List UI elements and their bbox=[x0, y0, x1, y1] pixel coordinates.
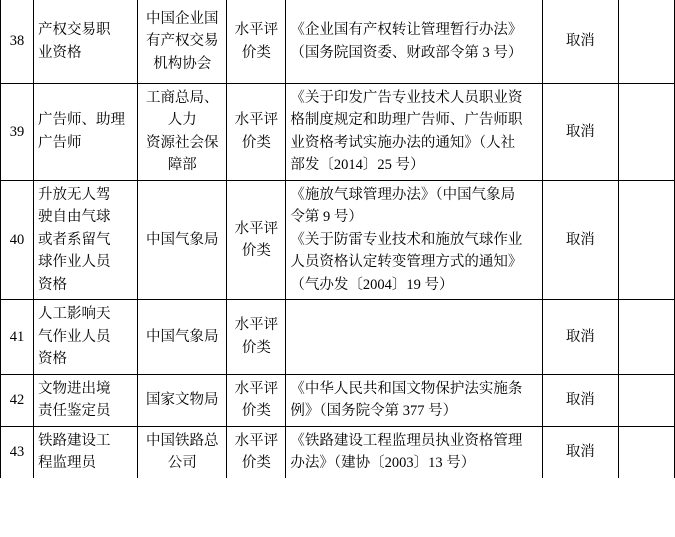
row-index: 41 bbox=[9, 328, 25, 345]
basis-line: 业资格考试实施办法的通知》（人社 bbox=[290, 134, 516, 151]
name-line: 资格 bbox=[38, 351, 68, 368]
name-line: 驶自由气球 bbox=[38, 209, 111, 226]
row-index-cell bbox=[1, 426, 34, 477]
basis-line: 《企业国有产权转让管理暂行办法》 bbox=[290, 22, 523, 39]
row-index-cell bbox=[1, 374, 34, 426]
decision-label: 取消 bbox=[565, 231, 595, 248]
org-line: 公司 bbox=[167, 455, 197, 472]
qualification-name-cell bbox=[34, 300, 138, 374]
name-line: 程监理员 bbox=[38, 455, 97, 472]
name-line: 广告师、助理 bbox=[38, 112, 126, 129]
name-line: 产权交易职 bbox=[38, 22, 111, 39]
basis-line: 格制度规定和助理广告师、广告师职 bbox=[290, 112, 523, 129]
basis-line: 办法》（建协〔2003〕13 号） bbox=[290, 455, 476, 472]
row-index-cell bbox=[1, 180, 34, 299]
implementing-department-cell bbox=[138, 180, 227, 299]
table-body bbox=[1, 0, 675, 478]
name-line: 文物进出境 bbox=[38, 380, 111, 397]
table-row bbox=[1, 180, 675, 299]
org-line: 障部 bbox=[167, 157, 197, 174]
type-line: 价类 bbox=[241, 403, 271, 420]
org-line: 资源社会保 bbox=[146, 134, 219, 151]
qualification-name-cell bbox=[34, 374, 138, 426]
table-row bbox=[1, 300, 675, 374]
qualification-name-cell bbox=[34, 0, 138, 84]
table-row bbox=[1, 84, 675, 181]
name-line: 责任鉴定员 bbox=[38, 403, 111, 420]
row-index: 42 bbox=[9, 391, 25, 408]
type-line: 价类 bbox=[241, 243, 271, 260]
basis-line: 例》（国务院令第 377 号） bbox=[290, 403, 458, 420]
type-line: 水平评 bbox=[234, 22, 279, 39]
row-index: 38 bbox=[9, 33, 25, 50]
org-line: 中国企业国 bbox=[146, 10, 219, 27]
remark-cell bbox=[618, 300, 674, 374]
row-index: 43 bbox=[9, 443, 25, 460]
type-line: 水平评 bbox=[234, 380, 279, 397]
legal-basis-cell bbox=[286, 374, 542, 426]
name-line: 广告师 bbox=[38, 134, 82, 151]
type-line: 水平评 bbox=[234, 317, 279, 334]
decision-cell bbox=[542, 300, 618, 374]
legal-basis-cell bbox=[286, 300, 542, 374]
type-line: 价类 bbox=[241, 455, 271, 472]
decision-cell bbox=[542, 374, 618, 426]
qualification-type-cell bbox=[227, 300, 286, 374]
qualification-type-cell bbox=[227, 84, 286, 181]
qualification-name-cell bbox=[34, 84, 138, 181]
row-index-cell bbox=[1, 84, 34, 181]
decision-label: 取消 bbox=[565, 391, 595, 408]
decision-label: 取消 bbox=[565, 443, 595, 460]
org-line: 中国气象局 bbox=[146, 328, 219, 345]
org-line: 有产权交易 bbox=[146, 33, 219, 50]
name-line: 业资格 bbox=[38, 44, 82, 61]
decision-label: 取消 bbox=[565, 33, 595, 50]
decision-label: 取消 bbox=[565, 328, 595, 345]
org-line: 机构协会 bbox=[153, 55, 212, 72]
name-line: 球作业人员 bbox=[38, 254, 111, 271]
remark-cell bbox=[618, 0, 674, 84]
basis-line: （气办发〔2004〕19 号） bbox=[290, 276, 454, 293]
basis-line: 《关于防雷专业技术和施放气球作业 bbox=[290, 231, 523, 248]
table-row bbox=[1, 426, 675, 477]
row-index: 40 bbox=[9, 231, 25, 248]
type-line: 水平评 bbox=[234, 220, 279, 237]
name-line: 资格 bbox=[38, 276, 68, 293]
name-line: 人工影响天 bbox=[38, 306, 111, 323]
decision-cell bbox=[542, 426, 618, 477]
qualification-name-cell bbox=[34, 426, 138, 477]
decision-cell bbox=[542, 0, 618, 84]
decision-cell bbox=[542, 84, 618, 181]
type-line: 价类 bbox=[241, 339, 271, 356]
implementing-department-cell bbox=[138, 84, 227, 181]
remark-cell bbox=[618, 84, 674, 181]
legal-basis-cell bbox=[286, 426, 542, 477]
type-line: 价类 bbox=[241, 44, 271, 61]
implementing-department-cell bbox=[138, 300, 227, 374]
remark-cell bbox=[618, 180, 674, 299]
org-line: 人力 bbox=[167, 112, 197, 129]
basis-line: 《施放气球管理办法》（中国气象局 bbox=[290, 186, 516, 203]
qualification-type-cell bbox=[227, 180, 286, 299]
type-line: 水平评 bbox=[234, 432, 279, 449]
type-line: 水平评 bbox=[234, 112, 279, 129]
remark-cell bbox=[618, 426, 674, 477]
basis-line: 《铁路建设工程监理员执业资格管理 bbox=[290, 432, 523, 449]
basis-line: 部发〔2014〕25 号） bbox=[290, 157, 425, 174]
name-line: 升放无人驾 bbox=[38, 186, 111, 203]
type-line: 价类 bbox=[241, 134, 271, 151]
qualification-type-cell bbox=[227, 374, 286, 426]
basis-line: 《关于印发广告专业技术人员职业资 bbox=[290, 90, 523, 106]
remark-cell bbox=[618, 374, 674, 426]
basis-line: 《中华人民共和国文物保护法实施条 bbox=[290, 380, 523, 397]
basis-line: 令第 9 号） bbox=[290, 209, 363, 226]
name-line: 或者系留气 bbox=[38, 231, 111, 248]
org-line: 中国铁路总 bbox=[146, 432, 219, 449]
legal-basis-cell bbox=[286, 180, 542, 299]
org-line: 国家文物局 bbox=[146, 391, 219, 408]
row-index-cell bbox=[1, 300, 34, 374]
name-line: 气作业人员 bbox=[38, 328, 111, 345]
table-row bbox=[1, 374, 675, 426]
org-line: 中国气象局 bbox=[146, 231, 219, 248]
implementing-department-cell bbox=[138, 0, 227, 84]
legal-basis-cell bbox=[286, 0, 542, 84]
basis-line: （国务院国资委、财政部令第 3 号） bbox=[290, 44, 523, 61]
row-index: 39 bbox=[9, 123, 25, 140]
qualification-type-cell bbox=[227, 426, 286, 477]
org-line: 工商总局、 bbox=[146, 90, 219, 106]
table-row bbox=[1, 0, 675, 84]
qualification-type-cell bbox=[227, 0, 286, 84]
implementing-department-cell bbox=[138, 426, 227, 477]
row-index-cell bbox=[1, 0, 34, 84]
decision-label: 取消 bbox=[565, 123, 595, 140]
legal-basis-cell bbox=[286, 84, 542, 181]
name-line: 铁路建设工 bbox=[38, 432, 111, 449]
qualification-name-cell bbox=[34, 180, 138, 299]
decision-cell bbox=[542, 180, 618, 299]
basis-line: 人员资格认定转变管理方式的通知》 bbox=[290, 254, 523, 271]
implementing-department-cell bbox=[138, 374, 227, 426]
